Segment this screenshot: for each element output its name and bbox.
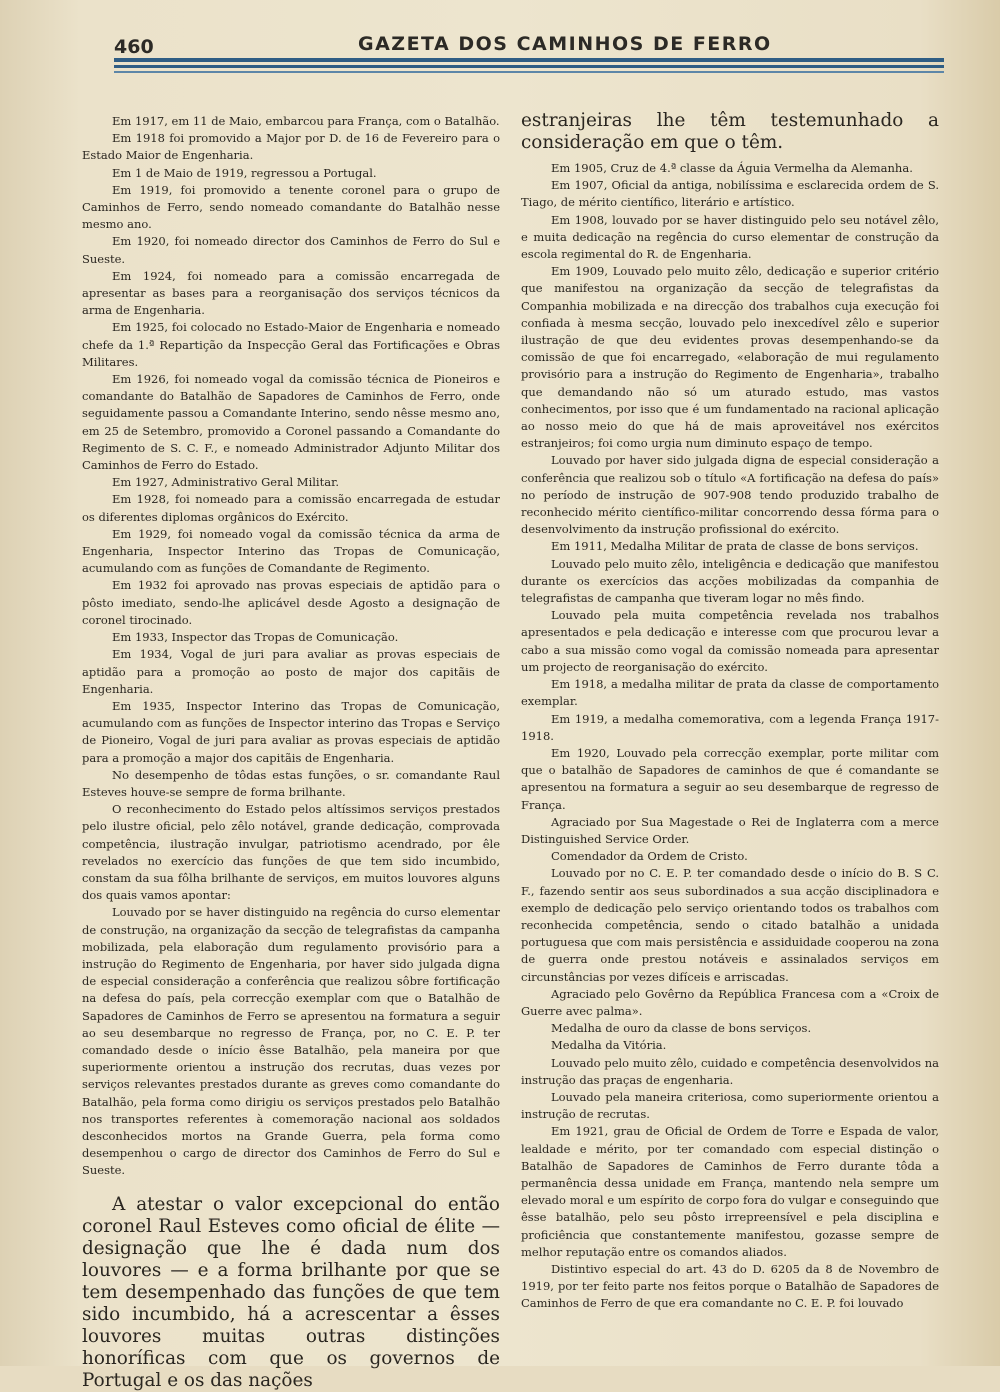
paragraph: Em 1934, Vogal de juri para avaliar as provas especiais de aptidão para a promoção ao posto de major dos capitãis de Engenharia. bbox=[82, 647, 500, 696]
header-rule bbox=[114, 71, 944, 73]
paragraph: Em 1905, Cruz de 4.ª classe da Águia Vermelha da Alemanha. bbox=[551, 161, 913, 175]
paragraph: Em 1929, foi nomeado vogal da comissão técnica da arma de Engenharia, Inspector Interino das Tropas de Comunicação, acumulando com as funções de Comandante de Regimento. bbox=[82, 526, 500, 576]
paragraph: Louvado pelo muito zêlo, inteligência e dedicação que manifestou durante os exercícios das acções mobilizadas da companhia de telegrafistas de campanha que tiveram logar no mês findo. bbox=[521, 556, 939, 606]
paragraph: Distintivo especial do art. 43 do D. 6205 da 8 de Novembro de 1919, por ter feito parte nos feitos porque o Batalhão de Sapadores de Caminhos de Ferro de que era comandante no C. E. P. foi louvado bbox=[521, 1262, 939, 1311]
large-type-continuation: estranjeiras lhe têm testemunhado a consideração em que o têm. bbox=[521, 110, 939, 153]
paragraph: Em 1926, foi nomeado vogal da comissão técnica de Pioneiros e comandante do Batalhão de Sapadores de Caminhos de Ferro, onde seguidamente passou a Comandante Interino, sendo nêsse mesmo ano, em 25 de Setembro, promovido a Coronel passando a Comandante do Regimento de S. C. F., e nomeado Administrador Adjunto Militar dos Caminhos de Ferro do Estado. bbox=[82, 372, 500, 473]
paragraph: Em 1933, Inspector das Tropas de Comunicação. bbox=[112, 630, 399, 645]
paragraph: Em 1920, Louvado pela correcção exemplar, porte militar com que o batalhão de Sapadores de caminhos de que é comandante se apresentou na formatura a seguir ao seu desembarque de regresso de França. bbox=[521, 745, 939, 812]
paragraph: Medalha de ouro da classe de bons serviços. bbox=[551, 1021, 812, 1036]
paragraph: Em 1917, em 11 de Maio, embarcou para França, com o Batalhão. bbox=[112, 114, 500, 128]
paragraph: Em 1909, Louvado pelo muito zêlo, dedicação e superior critério que manifestou na organização da secção de telegrafistas da Companhia mobilizada e na direcção dos trabalhos cuja execução foi confiada à mesma secção, louvado pelo inexcedível zêlo e superior ilustração de que deu evidentes provas desempenhando-se da comissão de que foi encarregado, «elaboração de mui regulamento provisório para a instrução do Regimento de Engenharia», trabalho que demandando não só um aturado estudo, mas vastos conhecimentos, por isso que é um fundamentado na racional aplicação ao nosso meio do que há de mais aproveitável nos exércitos estranjeiros; foi como urgia num diminuto espaço de tempo. bbox=[521, 264, 939, 451]
large-type-paragraph: A atestar o valor excepcional do então coronel Raul Esteves como oficial de élite — designação que lhe é dada num dos louvores — e a forma brilhante por que se tem desempenhado das funções de que tem sido incumbido, há a acrescentar a êsses louvores muitas outras distinções honoríficas com que os governos de Portugal e os das nações bbox=[82, 1193, 500, 1391]
paragraph: Louvado por se haver distinguido na regência do curso elementar de construção, na organização da secção de telegrafistas da campanha mobilizada, pela elaboração dum regulamento provisório para a instrução do Regimento de Engenharia, por haver sido julgada digna de especial consideração a conferência que realizou sôbre fortificação na defesa do país, pela correcção exemplar com que o Batalhão de Sapadores de Caminhos de Ferro se apresentou na formatura a seguir ao seu desembarque no regresso de França, por, no C. E. P. ter comandado desde o início êsse Batalhão, pela maneira por que superiormente orientou a instrução dos recrutas, duas vezes por serviços relevantes prestados durante as greves como comandante do Batalhão, pela forma como dirigiu os serviços prestados pelo Batalhão nos transportes referentes à comemoração nacional aos soldados desconhecidos mortos na Grande Guerra, pela forma como desempenhou o cargo de director dos Caminhos de Ferro do Sul e Sueste. bbox=[82, 905, 500, 1178]
paragraph: Em 1928, foi nomeado para a comissão encarregada de estudar os diferentes diplomas orgânicos do Exército. bbox=[82, 492, 500, 524]
paragraph: Agraciado por Sua Magestade o Rei de Inglaterra com a merce Distinguished Service Order. bbox=[521, 814, 939, 846]
page-number: 460 bbox=[114, 36, 154, 58]
right-column bbox=[521, 110, 939, 1313]
paragraph: Em 1911, Medalha Militar de prata de classe de bons serviços. bbox=[551, 539, 919, 554]
paragraph: Em 1920, foi nomeado director dos Caminhos de Ferro do Sul e Sueste. bbox=[82, 234, 500, 266]
paragraph: Em 1919, foi promovido a tenente coronel para o grupo de Caminhos de Ferro, sendo nomeado comandante do Batalhão nesse mesmo ano. bbox=[82, 182, 500, 232]
header-rule bbox=[114, 58, 944, 62]
paragraph: Em 1907, Oficial da antiga, nobilíssima e esclarecida ordem de S. Tiago, de mérito científico, literário e artístico. bbox=[521, 178, 939, 210]
header-rule bbox=[114, 65, 944, 68]
paragraph: Em 1932 foi aprovado nas provas especiais de aptidão para o pôsto imediato, sendo-lhe aplicável desde Agosto a designação de coronel tirocinado. bbox=[82, 578, 500, 627]
paragraph: No desempenho de tôdas estas funções, o sr. comandante Raul Esteves houve-se sempre de forma brilhante. bbox=[82, 767, 500, 799]
paragraph: Louvado por no C. E. P. ter comandado desde o início do B. S C. F., fazendo sentir aos seus subordinados a sua acção disciplinadora e exemplo de dedicação pelo serviço orientando todos os trabalhos com reconhecida competência, sendo o citado batalhão a unidada portuguesa que com mais persistência e assiduidade cooperou na zona de guerra onde prestou notáveis e assinalados serviços em circunstâncias por vezes difíceis e arriscadas. bbox=[521, 866, 939, 984]
paragraph: Louvado por haver sido julgada digna de especial consideração a conferência que realizou sob o título «A fortificação na defesa do país» no período de instrução de 907-908 tendo produzido trabalho de reconhecido mérito científico-militar concorrendo dessa fórma para o desenvolvimento da instrução profissional do exército. bbox=[521, 453, 939, 537]
paragraph: Em 1924, foi nomeado para a comissão encarregada de apresentar as bases para a reorganisação dos serviços técnicos da arma de Engenharia. bbox=[82, 268, 500, 318]
paragraph: O reconhecimento do Estado pelos altíssimos serviços prestados pelo ilustre oficial, pelo zêlo notável, grande dedicação, comprovada competência, ilustração invulgar, patriotismo acendrado, por êle revelados no exercício das funções de que tem sido incumbido, constam da sua fôlha brilhante de serviços, em muitos louvores alguns dos quais vamos apontar: bbox=[82, 802, 500, 903]
paragraph: Em 1908, louvado por se haver distinguido pelo seu notável zêlo, e muita dedicação na regência do curso elementar de construção da escola regimental do R. de Engenharia. bbox=[521, 212, 939, 262]
left-column bbox=[82, 113, 500, 1392]
paragraph: Em 1918, a medalha militar de prata da classe de comportamento exemplar. bbox=[521, 677, 939, 709]
paragraph: Em 1918 foi promovido a Major por D. de 16 de Fevereiro para o Estado Maior de Engenharia. bbox=[82, 131, 500, 163]
paragraph: Em 1921, grau de Oficial de Ordem de Torre e Espada de valor, lealdade e mérito, por ter comandado com especial distinção o Batalhão de Sapadores de Caminhos de Ferro durante tôda a permanência dessa unidade em França, mantendo nela sempre um elevado moral e um espírito de corpo fora do vulgar e conseguindo que êsse batalhão, pelo seu pôsto irrepreensível e pela disciplina e proficiência que constantemente manifestou, gozasse sempre de melhor reputação entre os comandos aliados. bbox=[521, 1124, 939, 1259]
paragraph: Em 1927, Administrativo Geral Militar. bbox=[112, 475, 339, 490]
paragraph: Em 1 de Maio de 1919, regressou a Portugal. bbox=[112, 165, 377, 180]
paragraph: Em 1919, a medalha comemorativa, com a legenda França 1917-1918. bbox=[521, 711, 939, 743]
paragraph: Medalha da Vitória. bbox=[551, 1038, 667, 1053]
masthead-title: GAZETA DOS CAMINHOS DE FERRO bbox=[358, 33, 772, 55]
paragraph: Em 1925, foi colocado no Estado-Maior de Engenharia e nomeado chefe da 1.ª Repartição da Inspecção Geral das Fortificações e Obras Militares. bbox=[82, 320, 500, 369]
paragraph: Louvado pelo muito zêlo, cuidado e competência desenvolvidos na instrução das praças de engenharia. bbox=[521, 1055, 939, 1087]
paragraph: Comendador da Ordem de Cristo. bbox=[551, 849, 748, 864]
paragraph: Em 1935, Inspector Interino das Tropas de Comunicação, acumulando com as funções de Inspector interino das Tropas e Serviço de Pioneiro, Vogal de juri para avaliar as provas especiais de aptidão para a promoção a major dos capitãis de Engenharia. bbox=[82, 698, 500, 765]
paragraph: Louvado pela muita competência revelada nos trabalhos apresentados e pela dedicação e interesse com que procurou levar a cabo a sua missão como vogal da comissão nomeada para apresentar um projecto de reorganisação do exército. bbox=[521, 608, 939, 674]
paragraph: Louvado pela maneira criteriosa, como superiormente orientou a instrução de recrutas. bbox=[521, 1089, 939, 1122]
paragraph: Agraciado pelo Govêrno da República Francesa com a «Croix de Guerre avec palma». bbox=[521, 986, 939, 1018]
